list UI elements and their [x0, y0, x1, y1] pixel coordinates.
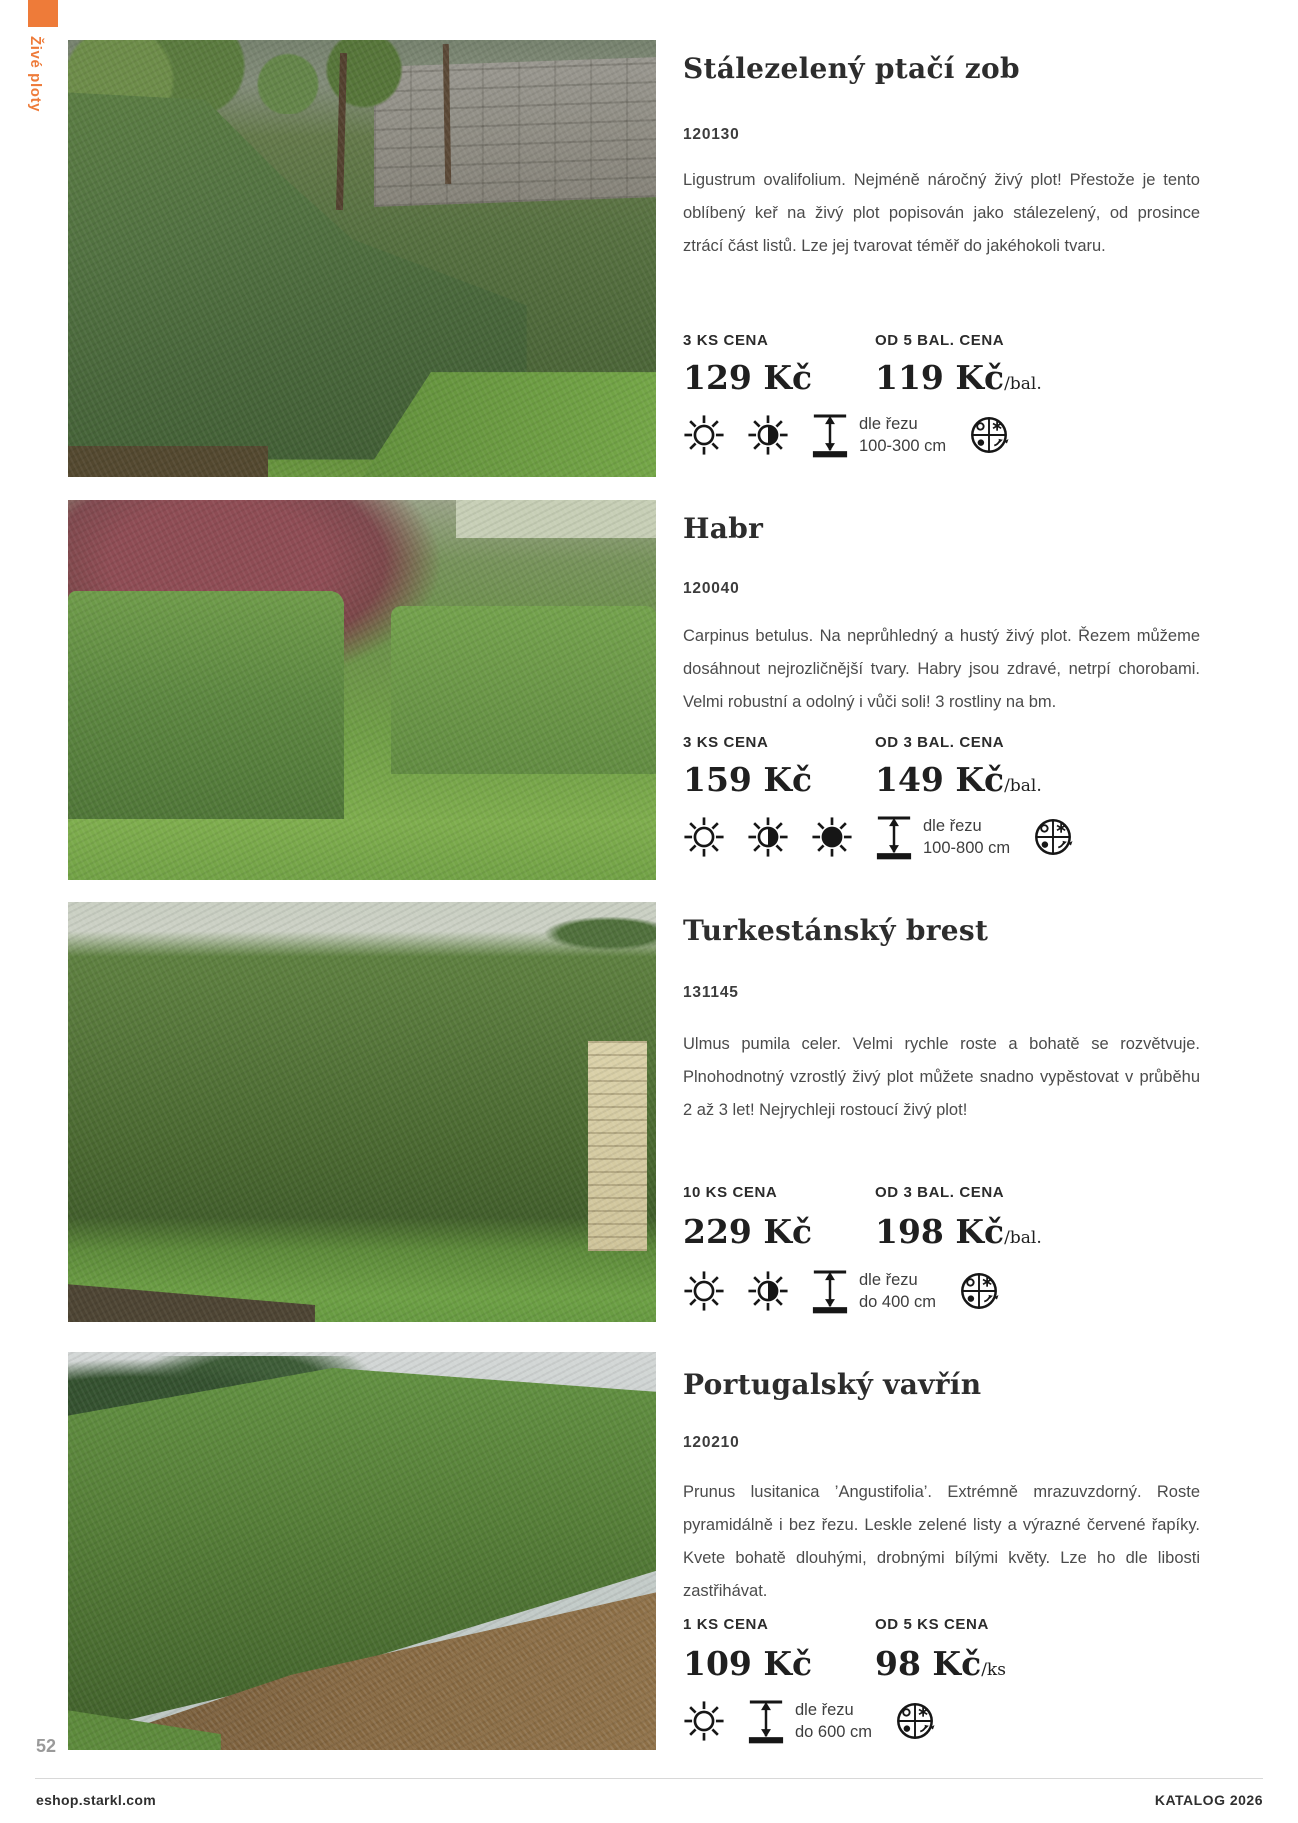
planting-season-icon: [894, 1700, 936, 1742]
category-tab: [28, 0, 58, 27]
height-range-text: [859, 1269, 936, 1313]
attribute-icons-row: [683, 814, 1074, 860]
product-photo: [68, 500, 656, 880]
attribute-icons-row: [683, 1698, 936, 1744]
price-qty-label: 3 KS CENA: [683, 332, 769, 349]
height-line1: dle řezu: [923, 817, 982, 835]
product-description: Ulmus pumila celer. Velmi rychle roste a bohatě se rozvětvuje. Plnohodnotný vzrostlý živý plot můžete snadno vypěstovat v průběhu 2 až 3 let! Nejrychleji rostoucí živý plot!: [683, 1035, 1200, 1119]
product-photo: [68, 1352, 656, 1750]
price-bulk-label: OD 5 BAL. CENA: [875, 332, 1005, 349]
price-qty-value: [683, 760, 812, 799]
price-bulk-value: [875, 358, 1042, 397]
partial-shade-icon: [747, 816, 789, 858]
product-description: Carpinus betulus. Na neprůhledný a hustý živý plot. Řezem můžeme dosáhnout nejrozličnější tvary. Habry jsou zdravé, netrpí chorobami. Velmi robustní a odolný i vůči soli! 3 rostliny na bm.: [683, 627, 1200, 711]
price-unit-suffix: /bal.: [1004, 776, 1042, 796]
price-unit-suffix: /bal.: [1004, 374, 1042, 394]
price-amount: 198 Kč: [875, 1212, 1005, 1251]
attribute-icons-row: [683, 412, 1010, 458]
sun-icon: [683, 1270, 725, 1312]
photo-path: [68, 446, 268, 477]
price-qty-value: [683, 1644, 812, 1683]
product-code: 131145: [683, 984, 739, 1001]
price-amount: 149 Kč: [875, 760, 1005, 799]
sun-icon: [683, 816, 725, 858]
price-bulk-value: [875, 1644, 1006, 1683]
height-range: [811, 1268, 936, 1314]
photo-treetop: [538, 915, 656, 953]
price-qty-value: [683, 358, 812, 397]
height-line1: dle řezu: [859, 1271, 918, 1289]
height-range-icon: [747, 1698, 785, 1744]
category-label: Živé ploty: [27, 36, 44, 113]
product-title: Stálezelený ptačí zob: [683, 52, 1020, 85]
height-line2: do 400 cm: [859, 1293, 937, 1311]
product-title: Turkestánský brest: [683, 914, 989, 947]
price-bulk-label: OD 3 BAL. CENA: [875, 734, 1005, 751]
height-line2: do 600 cm: [795, 1723, 873, 1741]
attribute-icons-row: [683, 1268, 1000, 1314]
sun-icon: [683, 414, 725, 456]
height-range-text: [923, 815, 1010, 859]
sun-icon: [683, 1700, 725, 1742]
price-qty-label: 3 KS CENA: [683, 734, 769, 751]
product-photo: [68, 40, 656, 477]
photo-pillar: [588, 1041, 647, 1251]
price-bulk-label: OD 5 KS CENA: [875, 1616, 989, 1633]
price-amount: 159 Kč: [683, 760, 813, 799]
partial-shade-icon: [747, 1270, 789, 1312]
product-code: 120040: [683, 580, 740, 597]
photo-sky: [456, 500, 656, 538]
photo-background: [68, 902, 656, 1322]
page-number: 52: [36, 1736, 57, 1756]
footer-shop-url: eshop.starkl.com: [36, 1792, 156, 1808]
height-range: [747, 1698, 872, 1744]
price-bulk-value: [875, 1212, 1042, 1251]
height-range: [875, 814, 1010, 860]
height-range-icon: [811, 412, 849, 458]
product-code: 120210: [683, 1434, 740, 1451]
full-shade-icon: [811, 816, 853, 858]
price-amount: 109 Kč: [683, 1644, 813, 1683]
price-amount: 119 Kč: [875, 358, 1005, 397]
price-amount: 129 Kč: [683, 358, 813, 397]
price-amount: 229 Kč: [683, 1212, 813, 1251]
price-qty-value: [683, 1212, 812, 1251]
product-photo: [68, 902, 656, 1322]
height-line2: 100-300 cm: [859, 437, 947, 455]
product-title: Portugalský vavřín: [683, 1368, 982, 1401]
height-line2: 100-800 cm: [923, 839, 1011, 857]
planting-season-icon: [1032, 816, 1074, 858]
photo-hedge-right: [391, 606, 656, 773]
height-line1: dle řezu: [795, 1701, 854, 1719]
planting-season-icon: [958, 1270, 1000, 1312]
height-range-icon: [875, 814, 913, 860]
product-description: Ligustrum ovalifolium. Nejméně náročný živý plot! Přestože je tento oblíbený keř na živý plot popisován jako stálezelený, od prosince ztrácí část listů. Lze jej tvarovat téměř do jakéhokoli tvaru.: [683, 171, 1200, 255]
product-code: 120130: [683, 126, 740, 143]
product-title: Habr: [683, 512, 764, 545]
price-unit-suffix: /ks: [981, 1660, 1006, 1680]
footer-catalog-label: KATALOG 2026: [1154, 1792, 1263, 1808]
photo-grass: [68, 819, 656, 880]
product-description: Prunus lusitanica ’Angustifolia’. Extrémně mrazuvzdorný. Roste pyramidálně i bez řezu. Leskle zelené listy a výrazné červené řapíky. Kvete bohatě dlouhými, drobnými bílými květy. Lze ho dle libosti zastřihávat.: [683, 1483, 1200, 1600]
height-range: [811, 412, 946, 458]
price-bulk-label: OD 3 BAL. CENA: [875, 1184, 1005, 1201]
price-qty-label: 1 KS CENA: [683, 1616, 769, 1633]
price-bulk-value: [875, 760, 1042, 799]
height-line1: dle řezu: [859, 415, 918, 433]
planting-season-icon: [968, 414, 1010, 456]
height-range-text: [859, 413, 946, 457]
height-range-text: [795, 1699, 872, 1743]
photo-hedge-left: [68, 591, 344, 842]
price-amount: 98 Kč: [875, 1644, 982, 1683]
price-qty-label: 10 KS CENA: [683, 1184, 778, 1201]
footer-divider: [35, 1778, 1263, 1779]
partial-shade-icon: [747, 414, 789, 456]
price-unit-suffix: /bal.: [1004, 1228, 1042, 1248]
height-range-icon: [811, 1268, 849, 1314]
